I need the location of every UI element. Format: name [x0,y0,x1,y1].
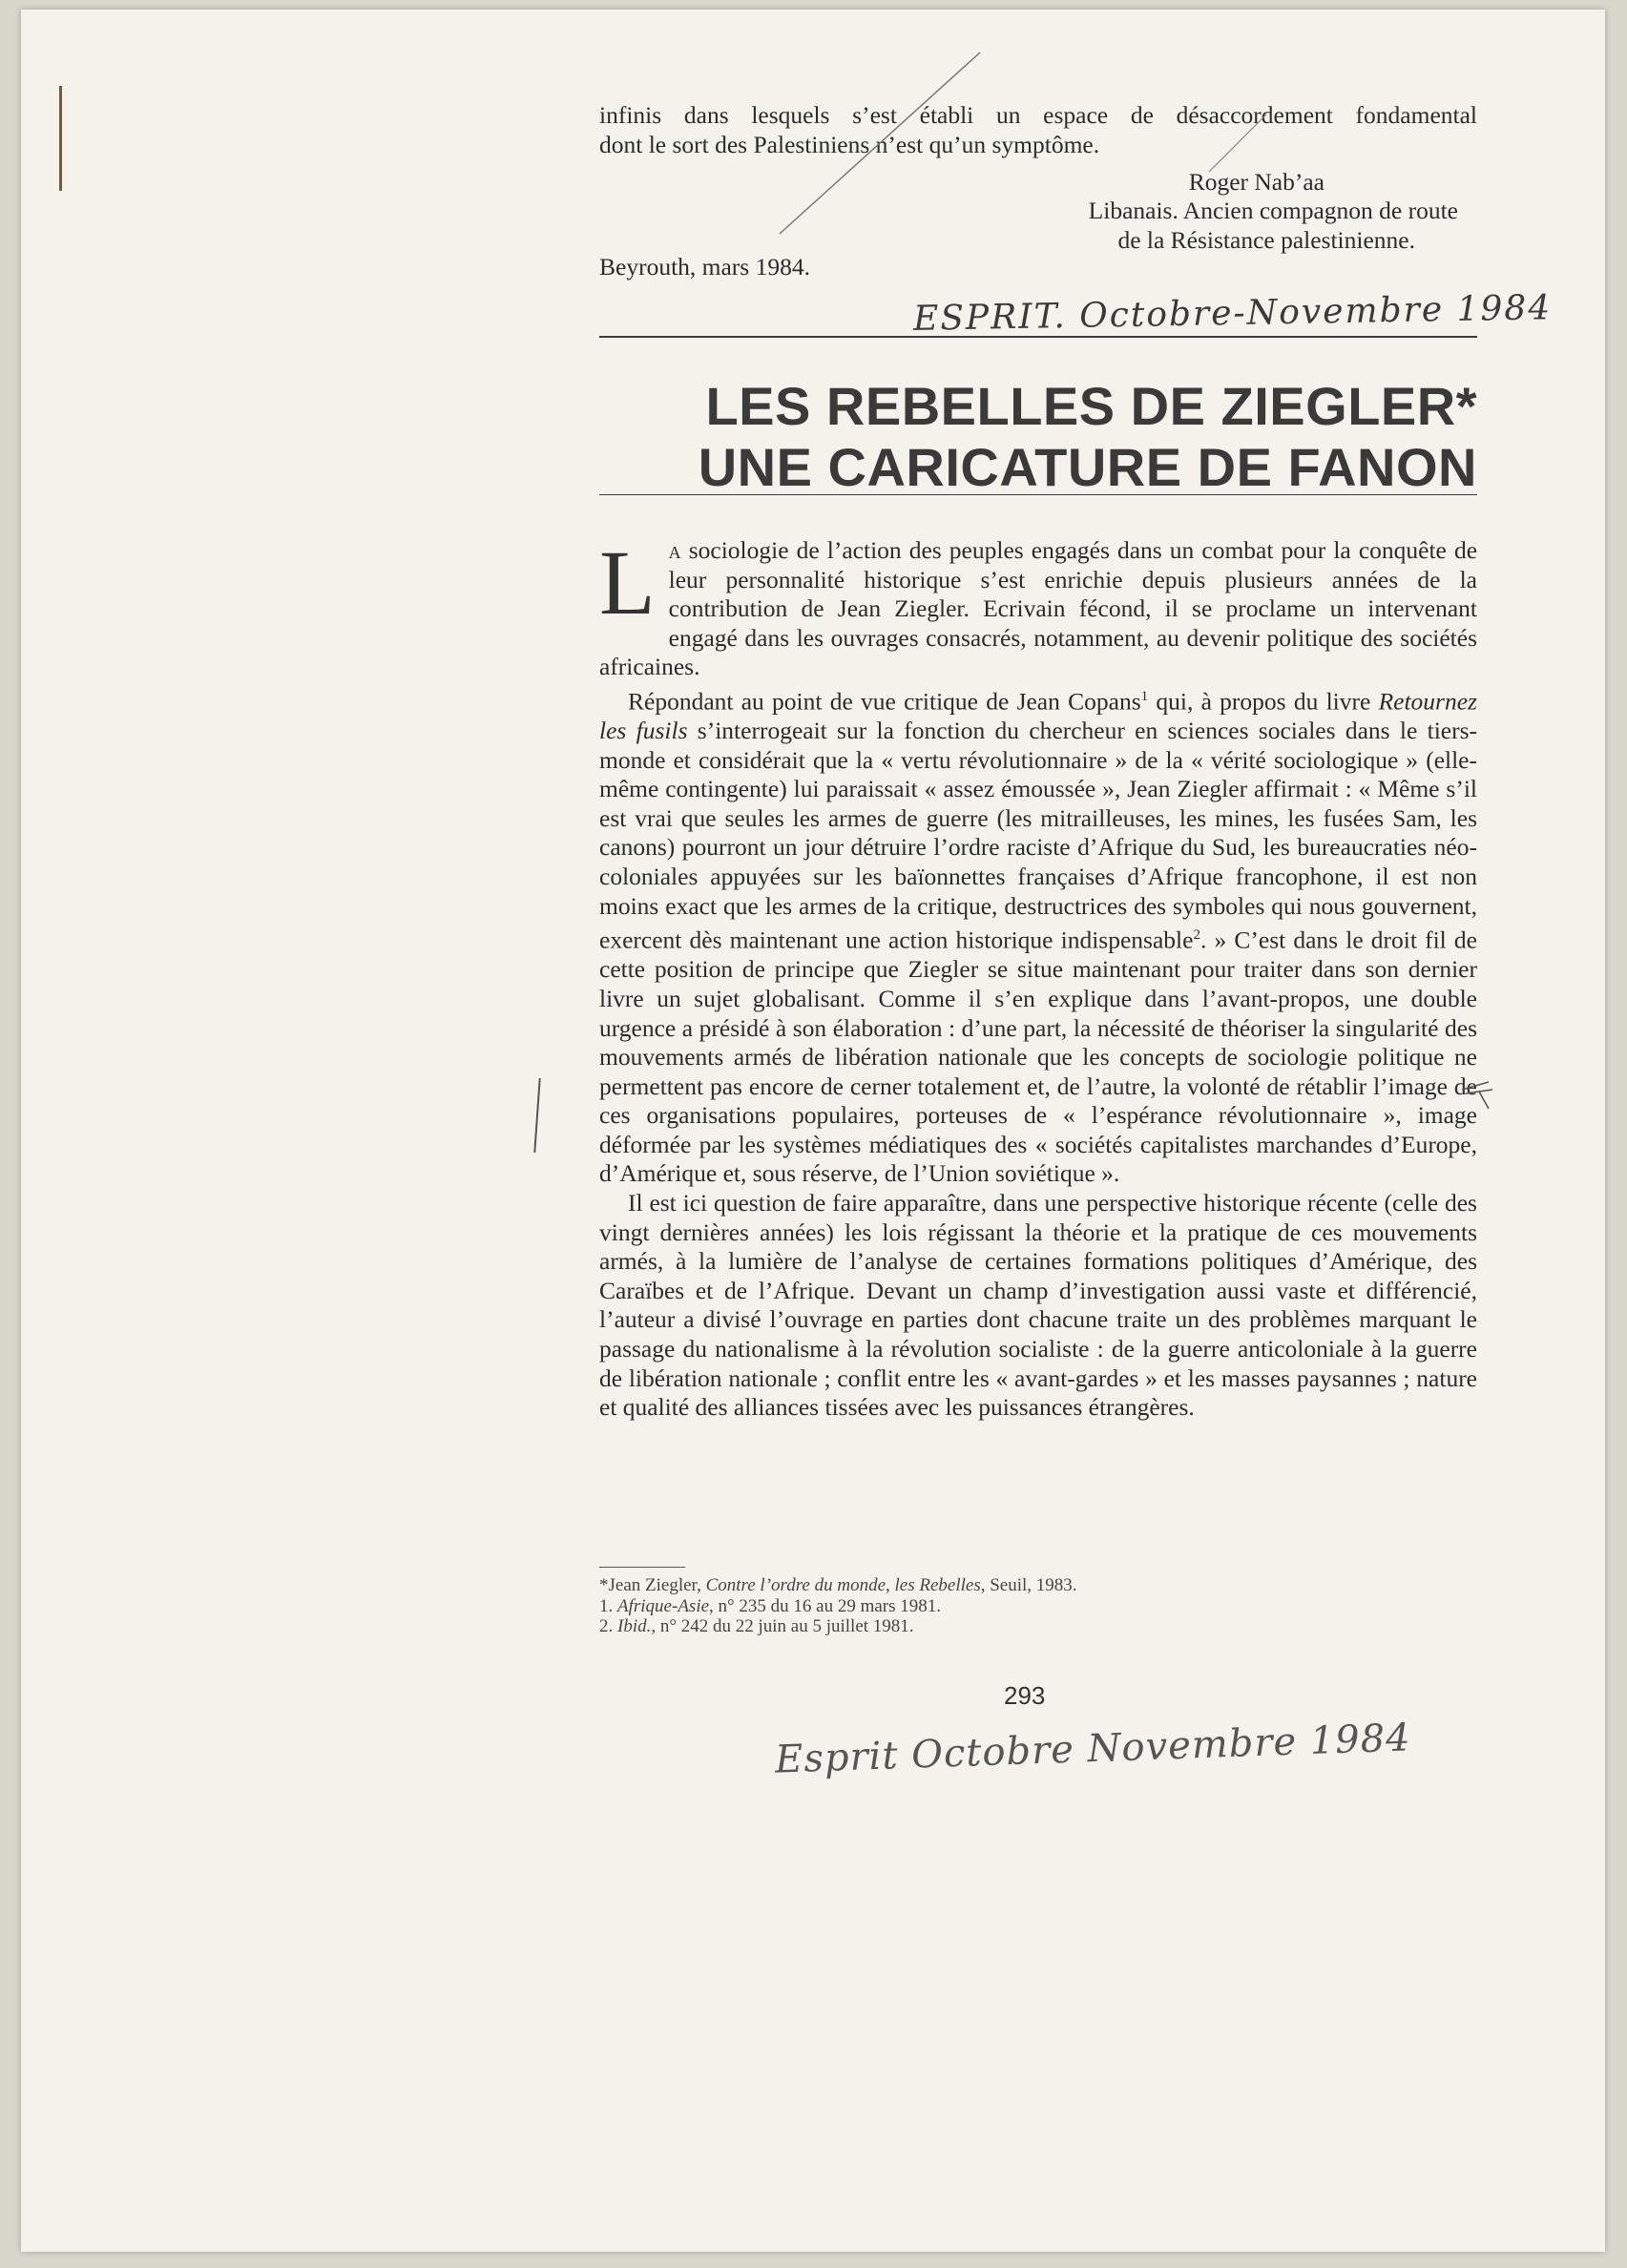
footnote-star-a: *Jean Ziegler, [599,1575,706,1595]
footnote-ref-1[interactable]: 1 [1140,688,1149,704]
signature-block [599,168,1458,255]
footnote-rule [599,1567,685,1568]
pencil-strike-2 [1204,110,1271,177]
handwritten-footer: Esprit Octobre Novembre 1984 [774,1716,1412,1782]
margin-arrow-mark [1460,1076,1498,1114]
article-title [599,376,1477,498]
paragraph-2-part-c: s’interrogeait sur la fonction du chercheur en sciences sociales dans le tiers-monde et considérait que la « vertu révolutionnaire » de la « vérité sociologique » (elle-même contingente) lui paraissait « assez émoussée », Jean Ziegler affirmait : « Même s’il est vrai que seules les armes de guerre (les mitrailleuses, les mines, les fusées Sam, les canons) pourront un jour détruire l’ordre raciste d’Afrique du Sud, les bureaucraties néo-coloniales appuyées sur les baïonnettes françaises d’Afrique francophone, il est non moins exact que les armes de la critique, destructrices des symboles qui nous gouvernent, exercent dès maintenant une action historique indispensable [599,717,1477,954]
paragraph-2-part-b: qui, à propos du livre [1148,687,1379,716]
margin-mark [59,86,62,191]
footnote-star-b: , Seuil, 1983. [980,1575,1077,1595]
top-paragraph-line1: infinis dans lesquels s’est établi un espace de désaccordement fondamental [599,101,1477,129]
article-title-line1: LES REBELLES DE ZIEGLER* [705,376,1477,436]
footnote-ref-2[interactable]: 2 [1193,927,1200,944]
top-paragraph-line2: dont le sort des Palestiniens n’est qu’un symptôme. [599,130,1100,158]
footnote-1-num: 1. [599,1595,617,1616]
article-title-line2: UNE CARICATURE DE FANON [698,437,1477,497]
top-paragraph [599,101,1477,159]
footnote-1 [599,1596,1267,1617]
footnote-star [599,1575,1267,1596]
article-body [599,531,1478,1423]
signature-name: Roger Nab’aa [1188,168,1325,196]
signature-role-2: de la Résistance palestinienne. [1117,225,1415,254]
signature-role-1: Libanais. Ancien compagnon de route [1088,197,1458,225]
footnote-1-text: , n° 235 du 16 au 29 mars 1981. [709,1595,941,1616]
page-number: 293 [1004,1681,1046,1710]
paragraph-1-text: sociologie de l’action des peuples engagés dans un combat pour la conquête de leur personnalité historique s’est enrichie depuis plusieurs années de la contribution de Jean Ziegler. Ecrivain fécond, il se proclame un intervenant engagé dans les ouvrages consacrés, notamment, au devenir politique des sociétés africaines. [599,536,1478,681]
footnote-1-title: Afrique-Asie [617,1595,710,1616]
footnote-2 [599,1616,1267,1637]
document-page [21,10,1605,2252]
paragraph-2 [599,682,1477,1189]
title-rule [599,494,1477,495]
dateline: Beyrouth, mars 1984. [599,253,810,281]
footnote-2-num: 2. [599,1616,617,1636]
book-title: Retournez les fusils [599,687,1477,745]
footnote-2-title: Ibid. [617,1616,652,1636]
margin-line-mark [533,1078,540,1153]
paragraph-1 [599,531,1478,682]
handwritten-header: ESPRIT. Octobre-Novembre 1984 [912,288,1553,339]
drop-cap: L [599,531,656,634]
header-rule [599,336,1477,338]
paragraph-2-part-a: Répondant au point de vue critique de Jean Copans [628,687,1141,716]
footnotes [599,1567,1267,1637]
paragraph-2-part-d: . » C’est dans le droit fil de cette position de principe que Ziegler se situe maintenant pour traiter dans son dernier livre un sujet globalisant. Comme il s’en explique dans l’avant-propos, une double urgence a présidé à son élaboration : d’une part, la nécessité de théoriser la singularité des mouvements armés de libération nationale que les concepts de sociologie politique ne permettent pas encore de cerner totalement et, de l’autre, la volonté de rétablir l’image de ces organisations populaires, porteuses de « l’espérance révolutionnaire », image déformée par les systèmes médiatiques des « sociétés capitalistes marchandes d’Europe, d’Amérique et, sous réserve, de l’Union soviétique ». [599,926,1477,1188]
small-caps-letter: a [668,536,681,564]
footnote-2-text: , n° 242 du 22 juin au 5 juillet 1981. [651,1616,914,1636]
paragraph-3: Il est ici question de faire apparaître, dans une perspective historique récente (celle des vingt dernières années) les lois régissant la théorie et la pratique de ces mouvements armés, à la lumière de l’analyse de certaines formations politiques d’Amérique, des Caraïbes et de l’Afrique. Devant un champ d’investigation aussi vaste et différencié, l’auteur a divisé l’ouvrage en parties dont chacune traite un des problèmes marquant le passage du nationalisme à la révolution socialiste : de la guerre anticoloniale à la guerre de libération nationale ; conflit entre les « avant-gardes » et les masses paysannes ; nature et qualité des alliances tissées avec les puissances étrangères. [599,1189,1477,1422]
footnote-star-title: Contre l’ordre du monde, les Rebelles [705,1575,981,1595]
